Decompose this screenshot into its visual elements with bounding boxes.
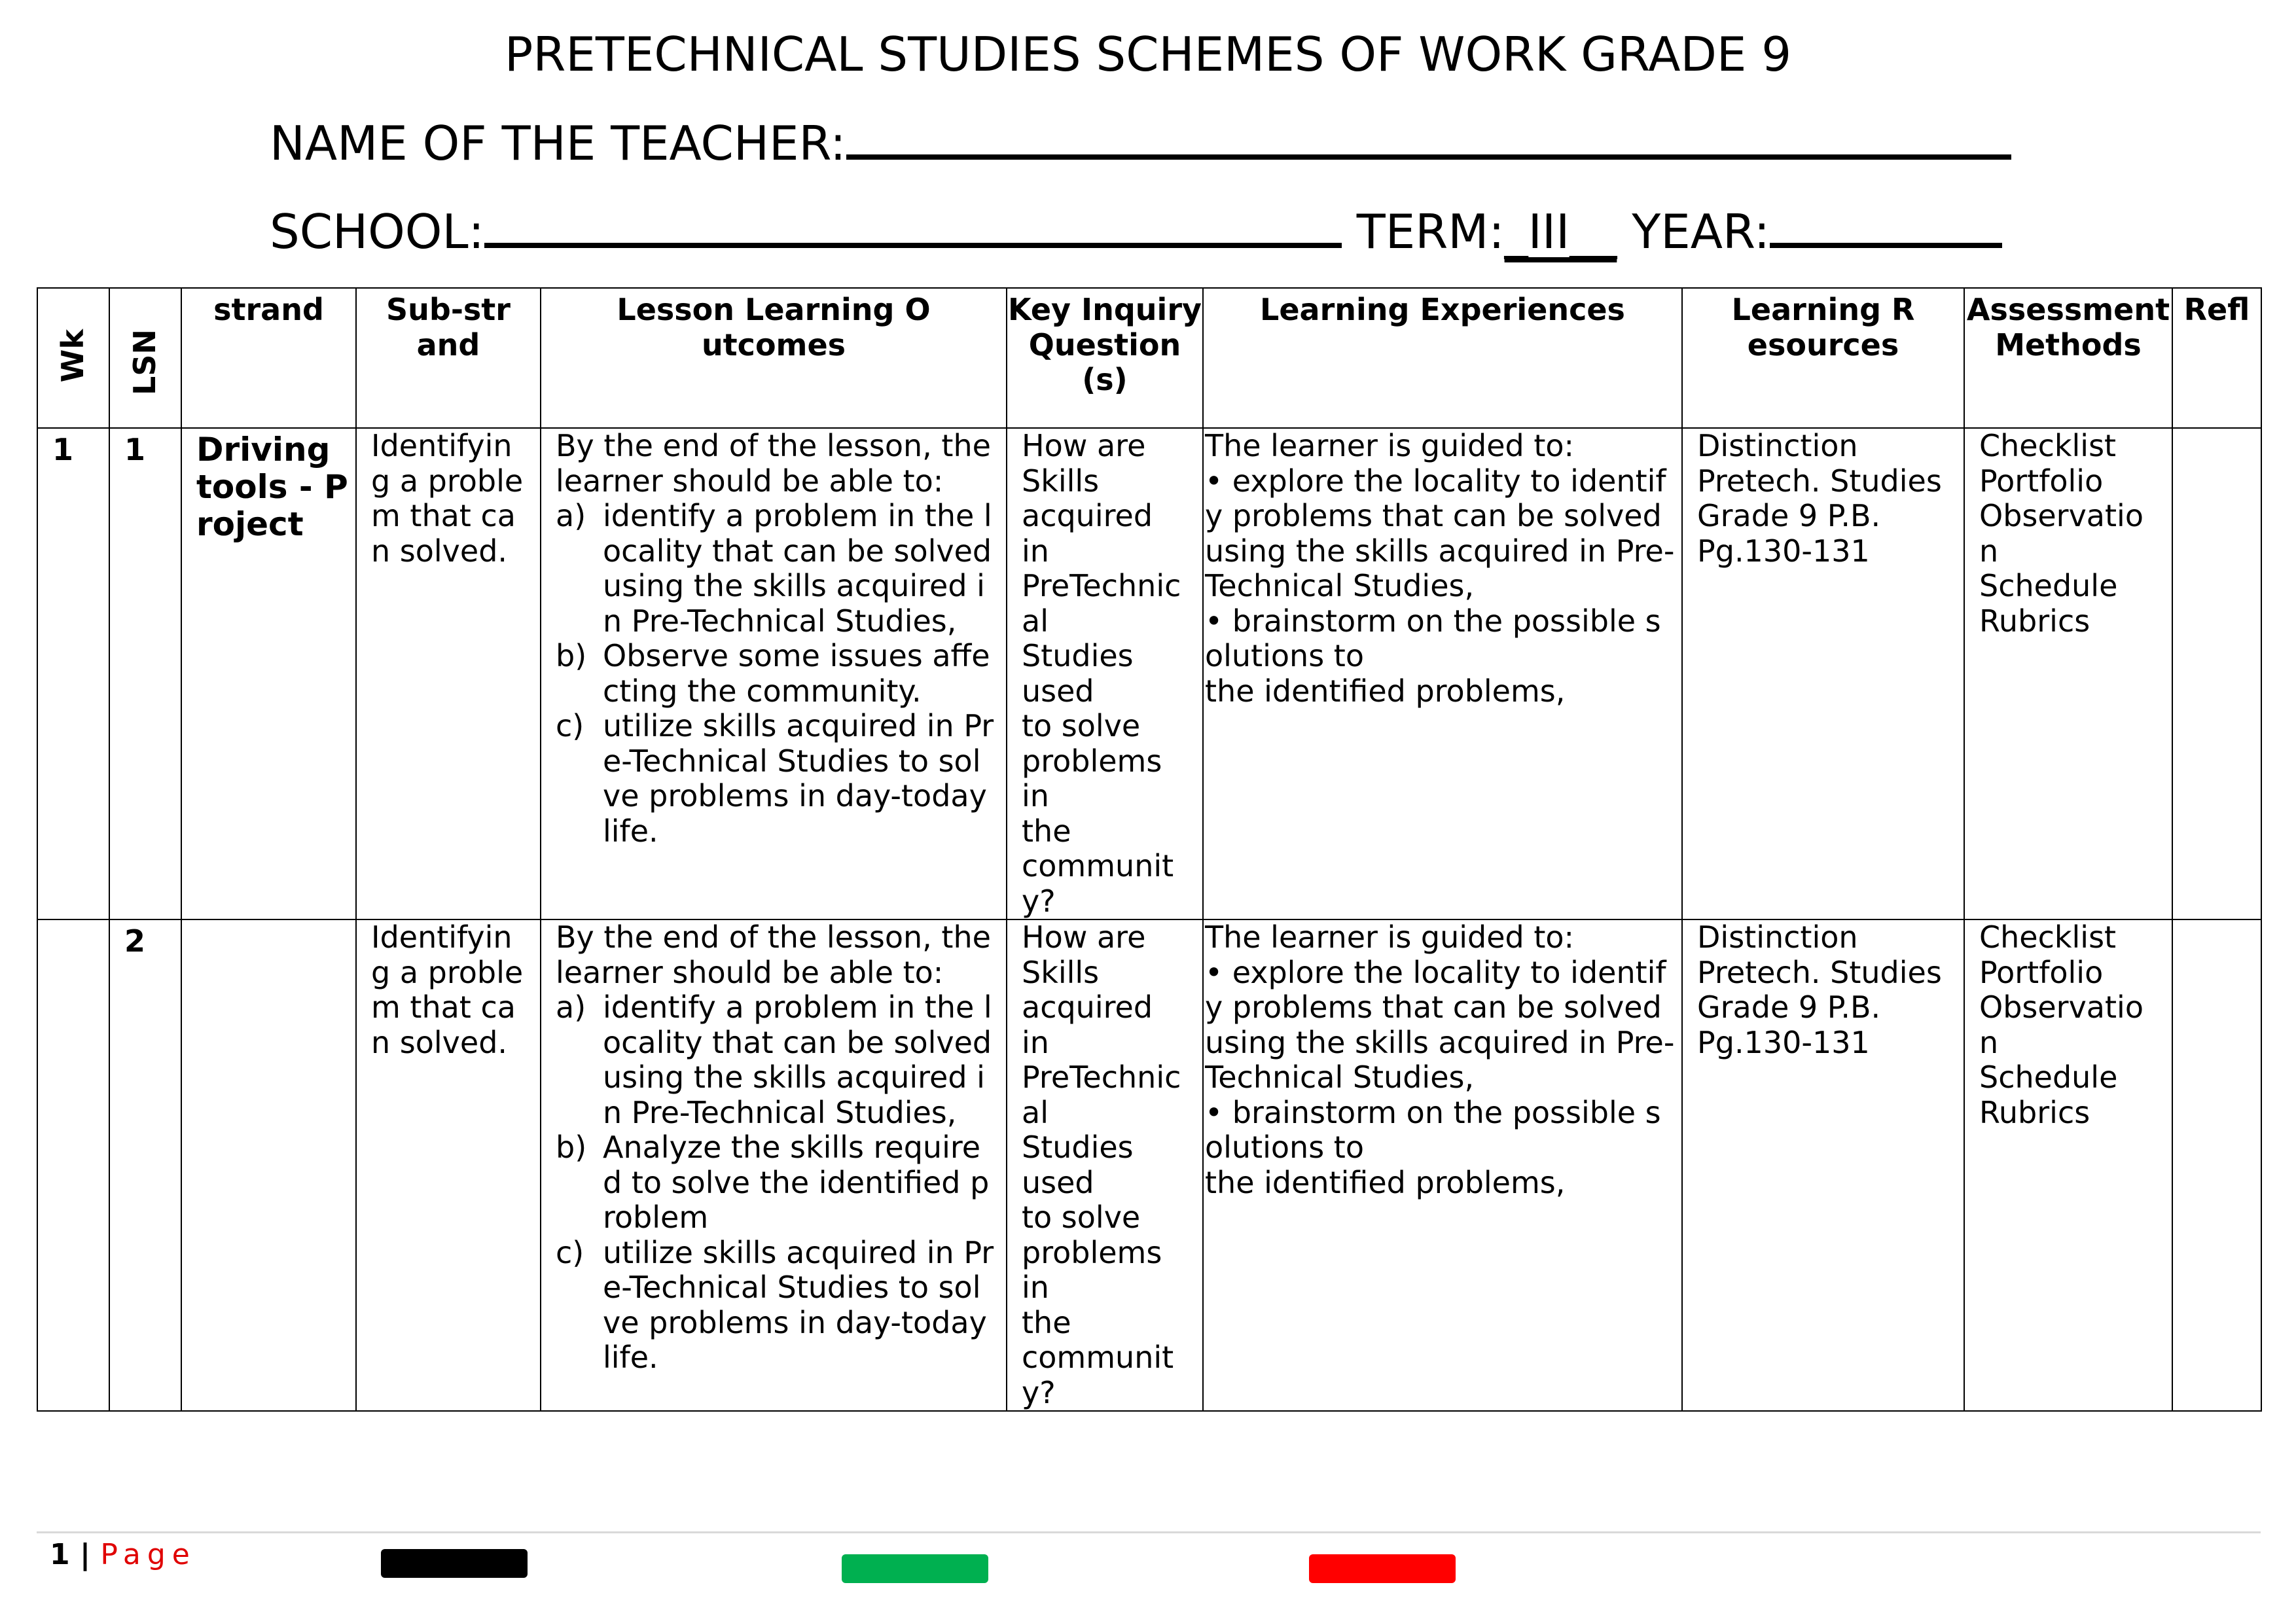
table-row <box>37 428 2261 919</box>
school-name-blank[interactable] <box>484 200 1342 248</box>
list-item: a) identify a problem in the locality that can be solved using the skills acquired in Pre-Technical Studies, <box>556 990 992 1130</box>
list-item: • explore the locality to identify problems that can be solved using the skills acquired in Pre-Technical Studies, <box>1205 954 1675 1095</box>
strand-cell <box>181 919 356 1411</box>
experiences-cell <box>1203 428 1682 919</box>
experiences-intro: The learner is guided to: <box>1205 919 1575 955</box>
header-sub-strand: Sub-strand <box>356 288 541 428</box>
reflection-cell[interactable] <box>2172 428 2261 919</box>
list-item: the identified problems, <box>1205 673 1566 709</box>
week-number <box>37 919 109 1411</box>
reflection-cell[interactable] <box>2172 919 2261 1411</box>
assessment-cell: Checklist Portfolio Observation Schedule Rubrics <box>1964 428 2172 919</box>
list-item: the identified problems, <box>1205 1164 1566 1200</box>
list-item: b) Analyze the skills required to solve the identified problem <box>556 1130 990 1235</box>
scheme-of-work-table <box>37 287 2262 1412</box>
lesson-number: 1 <box>109 428 181 919</box>
year-label: YEAR: <box>1632 204 1770 259</box>
outcomes-list <box>556 499 997 849</box>
footer-bar-black <box>381 1549 528 1578</box>
school-line <box>270 200 2002 261</box>
outcomes-intro: By the end of the lesson, the learner should be able to: <box>556 428 991 499</box>
experiences-cell <box>1203 919 1682 1411</box>
header-outcomes: Lesson Learning Outcomes <box>541 288 1007 428</box>
key-inquiry-cell: How are Skills acquired in PreTechnical Studies used to solve problems in the community? <box>1007 919 1203 1411</box>
sub-strand-cell: Identifying a problem that can solved. <box>356 919 541 1411</box>
list-item: c) utilize skills acquired in Pre-Technical Studies to solve problems in day-today life. <box>556 708 994 849</box>
header-key-inquiry: Key Inquiry Question(s) <box>1007 288 1203 428</box>
lesson-number: 2 <box>109 919 181 1411</box>
header-row <box>37 288 2261 428</box>
list-item: b) Observe some issues affecting the community. <box>556 638 990 709</box>
list-item: • brainstorm on the possible solutions to <box>1205 603 1661 673</box>
school-label: SCHOOL: <box>270 204 484 259</box>
header-resources: Learning Resources <box>1682 288 1964 428</box>
year-blank[interactable] <box>1770 200 2002 248</box>
term-value: _III__ <box>1504 204 1617 259</box>
outcomes-cell <box>541 428 1007 919</box>
resources-cell: Distinction Pretech. Studies Grade 9 P.B. Pg.130-131 <box>1682 919 1964 1411</box>
outcomes-list <box>556 990 997 1376</box>
header-strand: strand <box>181 288 356 428</box>
page-number: 1 | Page <box>50 1538 196 1571</box>
resources-cell: Distinction Pretech. Studies Grade 9 P.B. Pg.130-131 <box>1682 428 1964 919</box>
list-item: • brainstorm on the possible solutions to <box>1205 1094 1661 1165</box>
assessment-cell: Checklist Portfolio Observation Schedule Rubrics <box>1964 919 2172 1411</box>
footer-divider <box>37 1531 2261 1533</box>
teacher-name-blank[interactable] <box>846 111 2011 160</box>
outcomes-intro: By the end of the lesson, the learner should be able to: <box>556 919 991 990</box>
page-word: Page <box>100 1538 196 1571</box>
key-inquiry-cell: How are Skills acquired in PreTechnical Studies used to solve problems in the community? <box>1007 428 1203 919</box>
outcomes-cell <box>541 919 1007 1411</box>
header-wk: Wk <box>37 288 109 428</box>
header-assessment: Assessment Methods <box>1964 288 2172 428</box>
header-refl: Refl <box>2172 288 2261 428</box>
header-experiences: Learning Experiences <box>1203 288 1682 428</box>
table-row <box>37 919 2261 1411</box>
footer-bar-red <box>1309 1554 1456 1583</box>
week-number: 1 <box>37 428 109 919</box>
list-item: • explore the locality to identify problems that can be solved using the skills acquired in Pre-Technical Studies, <box>1205 463 1675 603</box>
list-item: c) utilize skills acquired in Pre-Technical Studies to solve problems in day-today life. <box>556 1234 994 1375</box>
experiences-intro: The learner is guided to: <box>1205 428 1575 463</box>
sub-strand-cell: Identifying a problem that can solved. <box>356 428 541 919</box>
teacher-line <box>270 111 2011 173</box>
term-label: TERM: <box>1356 204 1505 259</box>
footer-bar-green <box>842 1554 988 1583</box>
header-lsn: LSN <box>109 288 181 428</box>
strand-cell: Driving tools - Project <box>181 428 356 919</box>
list-item: a) identify a problem in the locality that can be solved using the skills acquired in Pre-Technical Studies, <box>556 498 992 639</box>
document-title: PRETECHNICAL STUDIES SCHEMES OF WORK GRADE 9 <box>504 27 1792 82</box>
teacher-label: NAME OF THE TEACHER: <box>270 116 846 171</box>
